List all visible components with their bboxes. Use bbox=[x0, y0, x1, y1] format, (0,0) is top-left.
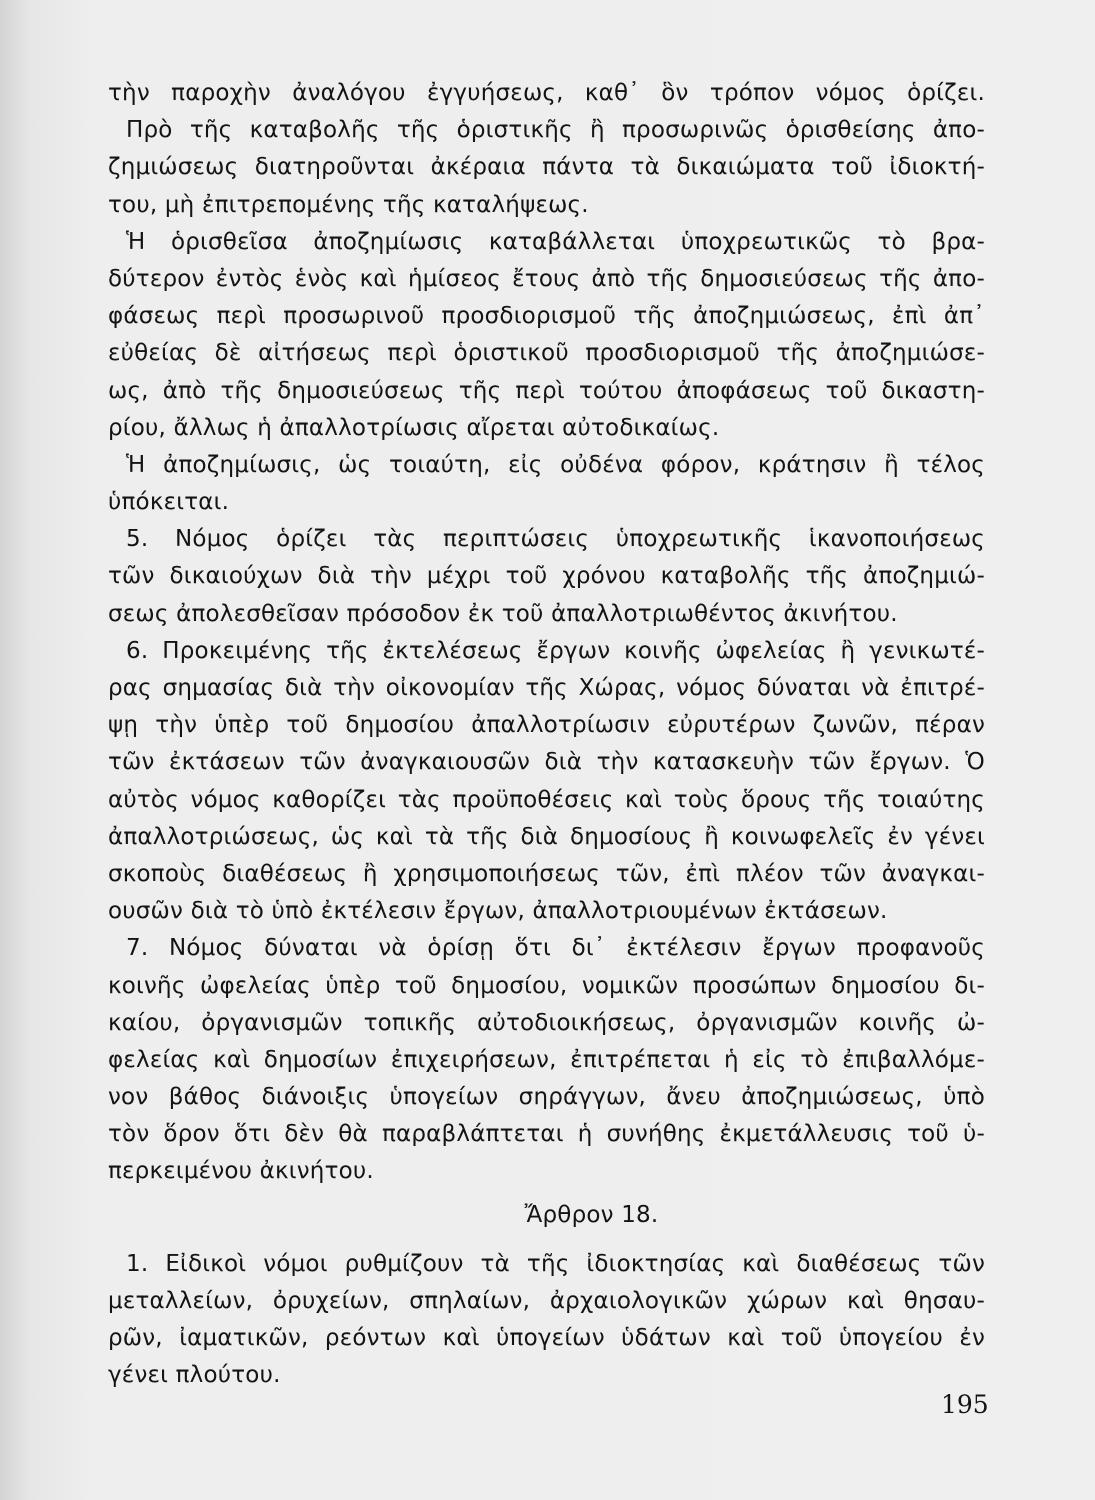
text-line: 6. Προκειμένης τῆς ἐκτελέσεως ἔργων κοινῆς ὠφελείας ἢ γενικωτέ- bbox=[126, 637, 985, 664]
text-line: ρῶν, ἰαματικῶν, ρεόντων καὶ ὑπογείων ὑδάτων καὶ τοῦ ὑπογείου ἐν bbox=[108, 1325, 985, 1352]
text-line: Ἡ ὁρισθεῖσα ἀποζημίωσις καταβάλλεται ὑποχρεωτικῶς τὸ βρα- bbox=[126, 228, 985, 255]
article-heading: Ἄρθρον 18. bbox=[524, 1201, 659, 1228]
text-line: 7. Νόμος δύναται νὰ ὁρίσῃ ὅτι δι᾽ ἐκτέλεσιν ἔργων προφανοῦς bbox=[126, 935, 985, 962]
text-line: δύτερον ἐντὸς ἑνὸς καὶ ἡμίσεος ἔτους ἀπὸ τῆς δημοσιεύσεως τῆς ἀπο- bbox=[108, 265, 985, 292]
text-line: τὸν ὅρον ὅτι δὲν θὰ παραβλάπτεται ἡ συνήθης ἐκμετάλλευσις τοῦ ὑ- bbox=[108, 1121, 985, 1148]
text-line: ως, ἀπὸ τῆς δημοσιεύσεως τῆς περὶ τούτου ἀποφάσεως τοῦ δικαστη- bbox=[108, 377, 985, 404]
text-line: φάσεως περὶ προσωρινοῦ προσδιορισμοῦ τῆς ἀποζημιώσεως, ἐπὶ ἀπ᾽ bbox=[108, 303, 985, 330]
text-line: εὐθείας δὲ αἰτήσεως περὶ ὁριστικοῦ προσδιορισμοῦ τῆς ἀποζημιώσε- bbox=[108, 340, 985, 367]
text-line: 5. Νόμος ὁρίζει τὰς περιπτώσεις ὑποχρεωτικῆς ἱκανοποιήσεως bbox=[126, 526, 985, 553]
text-line: ζημιώσεως διατηροῦνται ἀκέραια πάντα τὰ δικαιώματα τοῦ ἰδιοκτή- bbox=[108, 154, 985, 181]
text-line: Πρὸ τῆς καταβολῆς τῆς ὁριστικῆς ἢ προσωρινῶς ὁρισθείσης ἀπο- bbox=[126, 117, 985, 144]
text-line: φελείας καὶ δημοσίων ἐπιχειρήσεων, ἐπιτρέπεται ἡ εἰς τὸ ἐπιβαλλόμε- bbox=[108, 1046, 985, 1073]
text-line: τὴν παροχὴν ἀναλόγου ἐγγυήσεως, καθ᾽ ὃν τρόπον νόμος ὁρίζει. bbox=[108, 80, 985, 106]
text-line: τῶν δικαιούχων διὰ τὴν μέχρι τοῦ χρόνου καταβολῆς τῆς ἀποζημιώ- bbox=[108, 563, 985, 590]
text-line: ουσῶν διὰ τὸ ὑπὸ ἐκτέλεσιν ἔργων, ἀπαλλοτριουμένων ἐκτάσεων. bbox=[108, 898, 888, 925]
text-line: ὑπόκειται. bbox=[108, 489, 230, 516]
text-line: τῶν ἐκτάσεων τῶν ἀναγκαιουσῶν διὰ τὴν κατασκευὴν τῶν ἔργων. Ὁ bbox=[108, 749, 985, 776]
text-line: ψῃ τὴν ὑπὲρ τοῦ δημοσίου ἀπαλλοτρίωσιν εὐρυτέρων ζωνῶν, πέραν bbox=[108, 712, 985, 739]
text-line: ρίου, ἄλλως ἡ ἀπαλλοτρίωσις αἴρεται αὐτοδικαίως. bbox=[108, 414, 720, 441]
text-line: Ἡ ἀποζημίωσις, ὡς τοιαύτη, εἰς οὐδένα φόρον, κράτησιν ἢ τέλος bbox=[126, 451, 985, 478]
text-line: 1. Εἰδικοὶ νόμοι ρυθμίζουν τὰ τῆς ἰδιοκτησίας καὶ διαθέσεως τῶν bbox=[126, 1250, 985, 1277]
page-number: 195 bbox=[941, 1390, 989, 1419]
text-line: ρας σημασίας διὰ τὴν οἰκονομίαν τῆς Χώρας, νόμος δύναται νὰ ἐπιτρέ- bbox=[108, 675, 985, 701]
text-line: σεως ἀπολεσθεῖσαν πρόσοδον ἐκ τοῦ ἀπαλλοτριωθέντος ἀκινήτου. bbox=[108, 600, 898, 627]
text-line: ἀπαλλοτριώσεως, ὡς καὶ τὰ τῆς διὰ δημοσίους ἢ κοινωφελεῖς ἐν γένει bbox=[108, 823, 985, 850]
text-line: καίου, ὀργανισμῶν τοπικῆς αὐτοδιοικήσεως, ὀργανισμῶν κοινῆς ὠ- bbox=[108, 1009, 985, 1036]
text-line: κοινῆς ὠφελείας ὑπὲρ τοῦ δημοσίου, νομικῶν προσώπων δημοσίου δι- bbox=[108, 972, 985, 999]
text-line: γένει πλούτου. bbox=[108, 1362, 281, 1389]
text-line: σκοποὺς διαθέσεως ἢ χρησιμοποιήσεως τῶν, ἐπὶ πλέον τῶν ἀναγκαι- bbox=[108, 860, 985, 887]
text-line: του, μὴ ἐπιτρεπομένης τῆς καταλήψεως. bbox=[108, 191, 589, 218]
text-line: μεταλλείων, ὀρυχείων, σπηλαίων, ἀρχαιολογικῶν χώρων καὶ θησαυ- bbox=[108, 1288, 985, 1314]
text-line: περκειμένου ἀκινήτου. bbox=[108, 1158, 374, 1185]
text-line: νον βάθος διάνοιξις ὑπογείων σηράγγων, ἄνευ ἀποζημιώσεως, ὑπὸ bbox=[108, 1084, 985, 1111]
page-body bbox=[108, 75, 985, 1395]
text-line: αὐτὸς νόμος καθορίζει τὰς προϋποθέσεις καὶ τοὺς ὅρους τῆς τοιαύτης bbox=[108, 786, 985, 813]
